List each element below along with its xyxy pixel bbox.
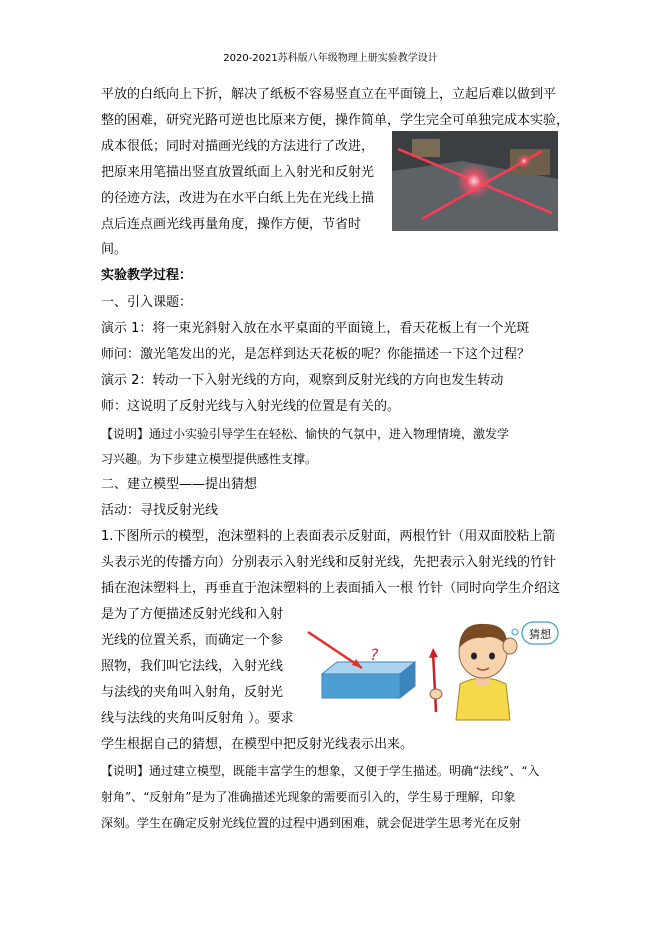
model-line: 光线的位置关系，而确定一个参: [101, 633, 284, 648]
model-line: 学生根据自己的猜想，在模型中把反射光线表示出来。: [101, 737, 414, 752]
model-line: 照物，我们叫它法线，入射光线: [101, 659, 284, 674]
question-mark: ?: [370, 645, 379, 664]
part1-title: 一、引入课题：: [101, 295, 193, 310]
laser-photo-drawing: [392, 131, 558, 231]
paragraph-line: 整的困难，研究光路可逆也比原来方便，操作简单，学生完全可单独完成本实验，: [101, 113, 570, 128]
section-title: 实验教学过程：: [101, 268, 193, 283]
note1-line: 【说明】通过小实验引导学生在轻松、愉快的气氛中，进入物理情境，激发学: [101, 427, 510, 441]
laser-spot: [456, 163, 492, 199]
part2-title: 二、建立模型——提出猜想: [101, 477, 258, 492]
note2-line: 【说明】通过建立模型，既能丰富学生的想象，又便于学生描述。明确“法线”、“入: [101, 764, 540, 778]
paragraph-line: 成本很低；同时对描画光线的方法进行了改进，: [101, 139, 375, 154]
note2-line: 深刻。学生在确定反射光线位置的过程中遇到困难，就会促进学生思考光在反射: [101, 816, 522, 830]
demo2-text: 演示 2：转动一下入射光线的方向，观察到反射光线的方向也发生转动: [101, 373, 504, 388]
boy-thinking-icon: [429, 624, 517, 720]
page-header: 2020-2021苏科版八年级物理上册实验教学设计: [223, 53, 438, 64]
teacher-question: 师问：激光笔发出的光，是怎样到达天花板的呢？你能描述一下这个过程？: [101, 347, 531, 362]
note1-line: 习兴趣。为下步建立模型提供感性支撑。: [101, 452, 318, 466]
activity-text: 活动：寻找反射光线: [101, 503, 219, 518]
model-line: 头表示光的传播方向）分别表示入射光线和反射光线，先把表示入射光线的竹针: [101, 555, 557, 570]
model-line: 是为了方便描述反射光线和入射: [101, 607, 284, 622]
paragraph-line: 的径迹方法，改进为在水平白纸上先在光线上描: [101, 191, 375, 206]
laser-experiment-photo: [392, 131, 558, 231]
model-line: 线与法线的夹角叫反射角 ）。要求: [101, 711, 294, 726]
teacher-statement: 师：这说明了反射光线与入射光线的位置是有关的。: [101, 399, 401, 414]
paragraph-line: 点后连点画光线再量角度，操作方便，节省时: [101, 217, 362, 232]
paragraph-line: 间。: [101, 242, 128, 257]
model-line: 与法线的夹角叫入射角，反射光: [101, 685, 284, 700]
model-line: 插在泡沫塑料上，再垂直于泡沫塑料的上表面插入一根 竹针（同时向学生介绍这: [101, 581, 561, 596]
foam-block-top: [322, 662, 415, 674]
reflection-model-illustration: [300, 612, 560, 722]
foam-block-front: [322, 674, 400, 698]
demo1-text: 演示 1：将一束光斜射入放在水平桌面的平面镜上，看天花板上有一个光斑: [101, 321, 530, 336]
paragraph-line: 平放的白纸向上下折，解决了纸板不容易竖直立在平面镜上，立起后难以做到平: [101, 87, 557, 102]
thought-bubble: [512, 622, 558, 644]
note2-line: 射角”、“反射角”是为了准确描述光现象的需要而引入的，学生易于理解，印象: [101, 790, 516, 804]
model-line: 1.下图所示的模型，泡沫塑料的上表面表示反射面，两根竹针（用双面胶粘上箭: [101, 529, 556, 544]
paragraph-line: 把原来用笔描出竖直放置纸面上入射光和反射光: [101, 165, 375, 180]
bubble-text: 猜想: [529, 628, 551, 641]
